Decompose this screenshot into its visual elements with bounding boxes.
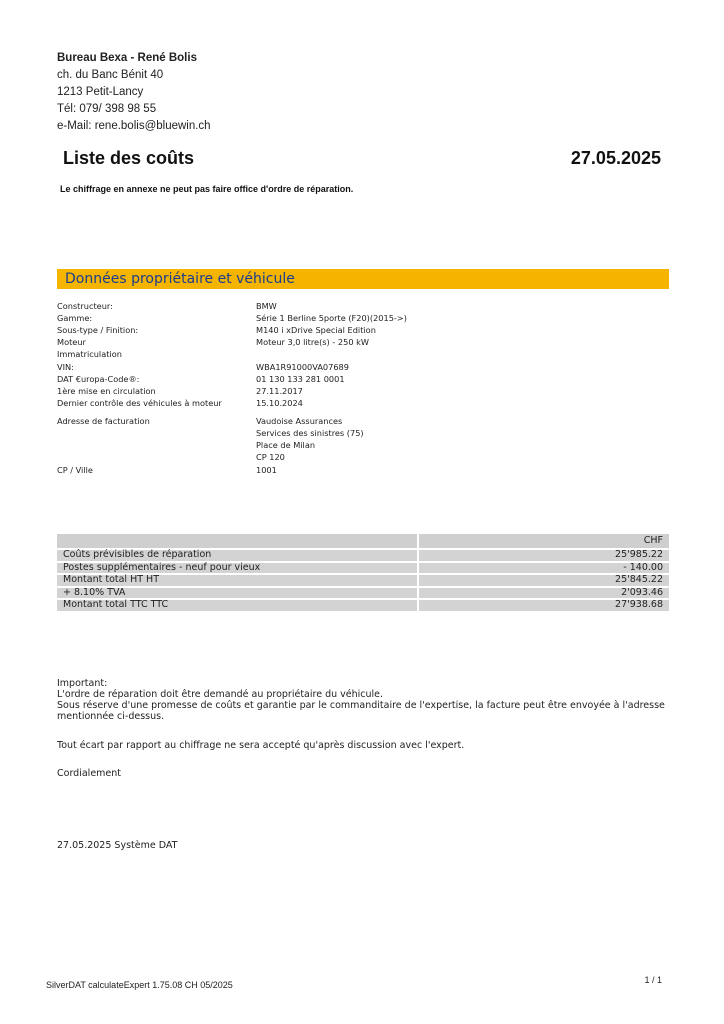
- cost-label: + 8.10% TVA: [57, 588, 417, 599]
- manufacturer-value: BMW: [256, 301, 277, 311]
- cost-label: Montant total HT HT: [57, 575, 417, 586]
- table-row: [57, 600, 669, 611]
- billing-line: CP 120: [256, 452, 285, 462]
- currency-header: CHF: [417, 534, 669, 548]
- system-footer: 27.05.2025 Système DAT: [57, 840, 178, 851]
- vin-label: VIN:: [57, 362, 74, 372]
- dat-code-label: DAT €uropa-Code®:: [57, 374, 140, 384]
- cost-summary-table: [57, 532, 669, 613]
- vin-value: WBA1R91000VA07689: [256, 362, 349, 372]
- billing-line: Vaudoise Assurances: [256, 416, 343, 426]
- table-row: [57, 563, 669, 574]
- note-line: Tout écart par rapport au chiffrage ne sera accepté qu'après discussion avec l'expert.: [57, 740, 465, 751]
- cost-label: Montant total TTC TTC: [57, 600, 417, 611]
- first-registration-label: 1ère mise en circulation: [57, 386, 156, 396]
- cost-amount: 25'985.22: [417, 550, 669, 561]
- cost-label: Postes supplémentaires - neuf pour vieux: [57, 563, 417, 574]
- note-line: Sous réserve d'une promesse de coûts et garantie par le commanditaire de l'expertise, la facture peut être envoyée à l'adresse mentionnée ci-dessus.: [57, 700, 665, 722]
- app-version-footer: SilverDAT calculateExpert 1.75.08 CH 05/2025: [46, 980, 233, 990]
- disclaimer: Le chiffrage en annexe ne peut pas faire office d'ordre de réparation.: [60, 184, 354, 194]
- table-row: [57, 575, 669, 586]
- page-title: Liste des coûts: [63, 148, 195, 168]
- office-name: Bureau Bexa - René Bolis: [57, 52, 197, 64]
- office-email: e-Mail: rene.bolis@bluewin.ch: [57, 120, 211, 132]
- note-line: L'ordre de réparation doit être demandé au propriétaire du véhicule.: [57, 689, 384, 700]
- office-street: ch. du Banc Bénit 40: [57, 69, 164, 81]
- engine-label: Moteur: [57, 337, 86, 347]
- section-title: Données propriétaire et véhicule: [65, 271, 295, 287]
- zip-city-label: CP / Ville: [57, 465, 93, 475]
- last-inspection-label: Dernier contrôle des véhicules à moteur: [57, 398, 222, 408]
- table-row: [57, 550, 669, 561]
- cost-label: Coûts prévisibles de réparation: [57, 550, 417, 561]
- section-header-bar: [57, 269, 669, 289]
- cost-amount: 2'093.46: [417, 588, 669, 599]
- table-header-row: [57, 534, 669, 548]
- zip-city-value: 1001: [256, 465, 277, 475]
- important-heading: Important:: [57, 678, 108, 689]
- registration-label: Immatriculation: [57, 349, 122, 359]
- page-number: 1 / 1: [644, 975, 662, 985]
- document-date: 27.05.2025: [570, 148, 661, 168]
- billing-line: Place de Milan: [256, 440, 316, 450]
- table-row: [57, 588, 669, 599]
- notes: [57, 678, 669, 779]
- office-address: [57, 50, 211, 135]
- subtype-value: M140 i xDrive Special Edition: [256, 325, 376, 335]
- dat-code-value: 01 130 133 281 0001: [256, 374, 345, 384]
- subtype-label: Sous-type / Finition:: [57, 325, 139, 335]
- billing-address-label: Adresse de facturation: [57, 416, 150, 426]
- office-city: 1213 Petit-Lancy: [57, 86, 144, 98]
- cost-amount: - 140.00: [417, 563, 669, 574]
- last-inspection-value: 15.10.2024: [256, 398, 303, 408]
- engine-value: Moteur 3,0 litre(s) - 250 kW: [256, 337, 369, 347]
- first-registration-value: 27.11.2017: [256, 386, 303, 396]
- cost-amount: 27'938.68: [417, 600, 669, 611]
- range-value: Série 1 Berline 5porte (F20)(2015->): [256, 313, 407, 323]
- header-label-cell: [57, 534, 417, 548]
- office-phone: Tél: 079/ 398 98 55: [57, 103, 157, 115]
- closing: Cordialement: [57, 768, 122, 779]
- range-label: Gamme:: [57, 313, 93, 323]
- billing-line: Services des sinistres (75): [256, 428, 364, 438]
- manufacturer-label: Constructeur:: [57, 301, 113, 311]
- cost-amount: 25'845.22: [417, 575, 669, 586]
